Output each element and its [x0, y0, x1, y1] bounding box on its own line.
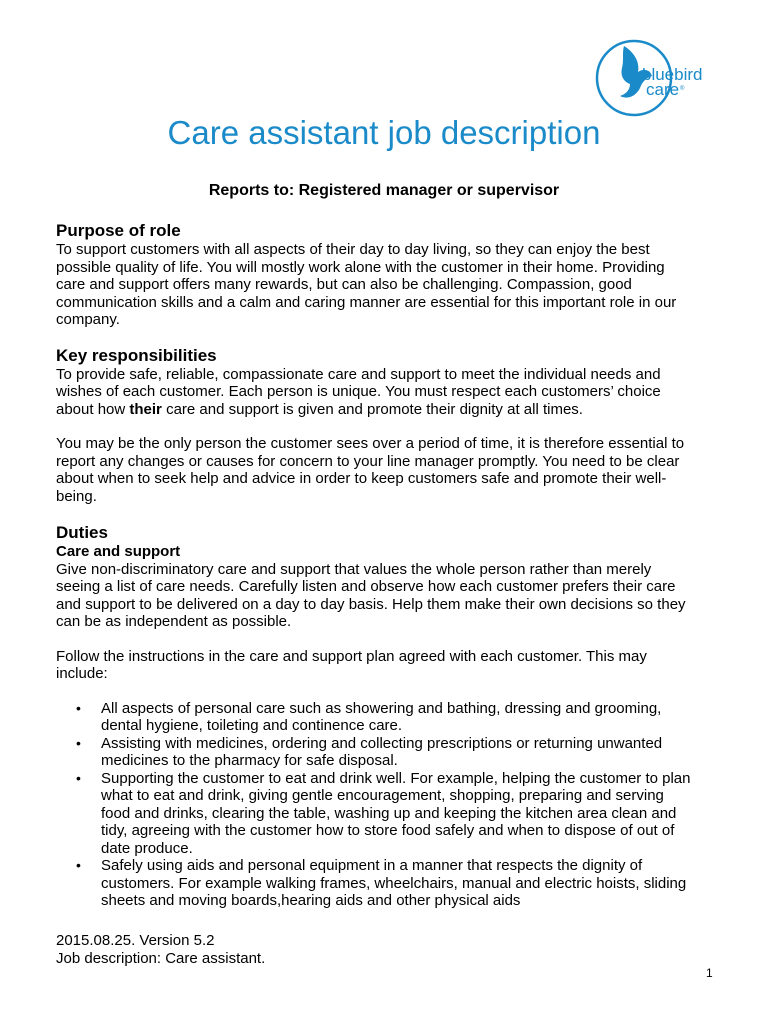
key-responsibilities-heading: Key responsibilities [56, 345, 217, 365]
bullet-icon: • [76, 699, 81, 716]
key-responsibilities-para-1: To provide safe, reliable, compassionate care and support to meet the individual needs and wishes of each customer. Each person is unique. You must respect each customers’ choice about how their care and support is given and promote their dignity at all times. [56, 365, 661, 418]
footer [56, 932, 265, 967]
emphasis-their: their [129, 400, 162, 418]
page-title: Care assistant job description [167, 114, 601, 151]
reports-to-line: Reports to: Registered manager or supervisor [208, 182, 560, 199]
list-item: • All aspects of personal care such as showering and bathing, dressing and grooming, dental hygiene, toileting and continence care. [76, 699, 662, 734]
list-item: • Supporting the customer to eat and drink well. For example, helping the customer to plan what to eat and drink, giving gentle encouragement, shopping, preparing and serving food and drinks, clearing the table, washing up and keeping the kitchen area clean and tidy, agreeing with the customer how to store food safely and when to dispose of out of date produce. [76, 769, 691, 857]
bullet-icon: • [76, 769, 81, 786]
svg-text:bluebird: bluebird [642, 65, 703, 84]
svg-text:®: ® [680, 86, 685, 92]
duties-para-1: Give non-discriminatory care and support that values the whole person rather than merely seeing a list of care needs. Carefully listen and observe how each customer prefers their care and support to be delivered on a day to day basis. Help them make their own decisions so they can be as independent as possible. [56, 560, 686, 630]
purpose-heading: Purpose of role [56, 221, 181, 240]
duties-heading: Duties [56, 523, 108, 542]
list-item: • Assisting with medicines, ordering and collecting prescriptions or returning unwanted medicines to the pharmacy for safe disposal. [76, 734, 663, 769]
purpose-text: To support customers with all aspects of their day to day living, so they can enjoy the best possible quality of life. You will mostly work alone with the customer in their home. Providing care and support offers many rewards, but can also be challenging. Compassion, good communication skills and a calm and caring manner are essential for this important role in our company. [56, 241, 677, 328]
bullet-icon: • [76, 734, 81, 751]
care-and-support-subheading: Care and support [56, 543, 181, 560]
bullet-icon: • [76, 857, 81, 873]
footer-doc-title: Job description: Care assistant. [56, 949, 266, 967]
key-responsibilities-para-2: You may be the only person the customer sees over a period of time, it is therefore essential to report any changes or causes for concern to your line manager promptly. You need to be clear about when to seek help and advice in order to keep customers safe and promote their well- being. [56, 435, 685, 505]
duties-bullet-list [56, 700, 716, 910]
duties-para-2: Follow the instructions in the care and support plan agreed with each customer. This may include: [56, 647, 647, 682]
svg-text:care: care [646, 80, 680, 99]
document-body [56, 221, 716, 910]
bluebird-care-logo [594, 38, 714, 118]
list-item: • Safely using aids and personal equipment in a manner that respects the dignity of customers. For example walking frames, wheelchairs, manual and electric hoists, sliding sheets and moving boards,hearing aids and other physical aids [76, 857, 687, 909]
page-number: 1 [706, 966, 713, 980]
version-text: 2015.08.25. Version 5.2 [56, 932, 215, 949]
